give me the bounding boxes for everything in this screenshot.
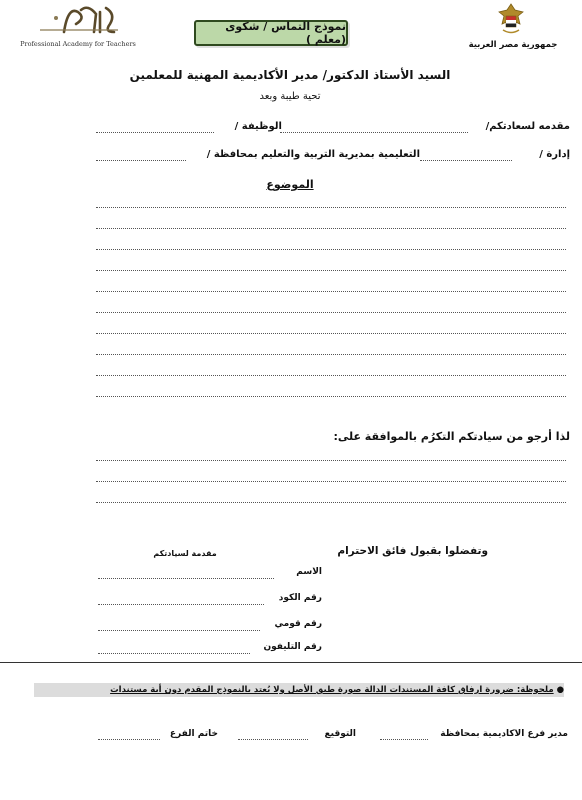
subject-heading: الموضوع	[266, 178, 314, 191]
subject-line[interactable]	[96, 396, 566, 397]
greeting-line: تحية طيبة وبعد	[259, 91, 321, 102]
closing-line: وتفضلوا بقبول فائق الاحترام	[337, 545, 488, 557]
subject-line[interactable]	[96, 270, 566, 271]
subject-line[interactable]	[96, 354, 566, 355]
note-text: ملحوظة: ضرورة ارفاق كافة المستندات الدالة صورة طبق الأصل ولا يُعتد بالنموذج المقدم دون أية مستندات	[110, 685, 554, 695]
name-line[interactable]	[98, 578, 274, 579]
submitter-name-line[interactable]	[280, 132, 468, 133]
recipient-line: السيد الأستاذ الدكتور/ مدير الأكاديمية المهنية للمعلمين	[129, 68, 451, 82]
governorate-sign-line[interactable]	[380, 739, 428, 740]
national-id-line[interactable]	[98, 630, 260, 631]
section-divider	[0, 662, 582, 663]
code-line[interactable]	[98, 604, 264, 605]
egypt-eagle-emblem	[496, 2, 526, 36]
subject-line[interactable]	[96, 291, 566, 292]
request-line: لذا أرجو من سيادتكم التكرُم بالموافقة على:	[333, 430, 570, 443]
form-title-box	[194, 20, 348, 46]
department-label: إدارة /	[539, 149, 570, 160]
branch-director-label: مدير فرع الاكاديمية بمحافظة	[440, 729, 568, 739]
note-banner	[34, 683, 564, 697]
request-line-blank[interactable]	[96, 502, 566, 503]
subject-line[interactable]	[96, 333, 566, 334]
request-line-blank[interactable]	[96, 481, 566, 482]
seal-line[interactable]	[98, 739, 160, 740]
subject-line[interactable]	[96, 312, 566, 313]
directorate-label: التعليمية بمديرية التربية والتعليم بمحافظة /	[206, 149, 420, 160]
subject-line[interactable]	[96, 249, 566, 250]
department-line[interactable]	[420, 160, 512, 161]
branch-seal-label: خاتم الفرع	[169, 729, 218, 739]
country-name: جمهورية مصر العربية	[468, 40, 558, 50]
code-label: رقم الكود	[278, 593, 322, 603]
subject-line[interactable]	[96, 207, 566, 208]
note-bullet: ●	[553, 685, 564, 695]
submitted-by-label: مقدمه لسعادتكم/	[485, 121, 570, 132]
academy-english-name: Professional Academy for Teachers	[20, 40, 136, 48]
national-id-label: رقم قومي	[274, 619, 322, 629]
academy-logo	[26, 2, 126, 40]
request-line-blank[interactable]	[96, 460, 566, 461]
signature-line[interactable]	[238, 739, 308, 740]
job-label: الوظيفة /	[234, 121, 282, 132]
subject-line[interactable]	[96, 375, 566, 376]
governorate-line[interactable]	[96, 160, 186, 161]
phone-label: رقم التليفون	[263, 642, 322, 652]
phone-line[interactable]	[98, 653, 250, 654]
signature-label: التوقيع	[324, 729, 356, 739]
subject-line[interactable]	[96, 228, 566, 229]
job-line[interactable]	[96, 132, 214, 133]
name-label: الاسم	[296, 567, 322, 577]
submitted-to-label: مقدمة لسيادتكم	[153, 549, 217, 558]
form-title: نموذج التماس / شكوى (معلم )	[225, 20, 346, 46]
